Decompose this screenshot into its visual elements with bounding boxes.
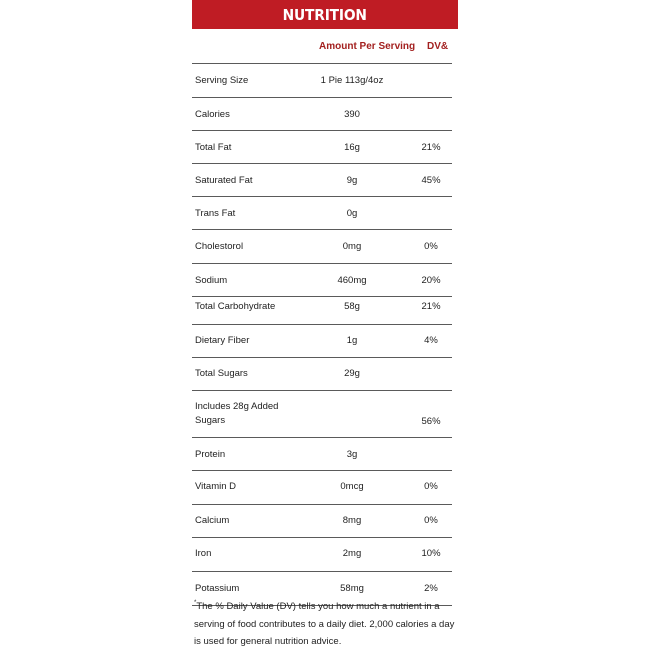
nutrient-name: Sodium	[195, 275, 228, 286]
nutrient-amount: 58mg	[340, 583, 364, 594]
table-row-added-sugars	[192, 390, 452, 437]
nutrient-daily-value: 20%	[421, 275, 441, 286]
nutrient-name: Protein	[195, 449, 226, 460]
nutrient-name: Iron	[195, 548, 212, 559]
nutrition-banner	[192, 0, 458, 29]
table-row-total-sugars	[192, 357, 452, 390]
footnote-marker: *	[194, 600, 197, 606]
nutrition-table	[192, 63, 452, 606]
nutrient-name: Total Sugars	[195, 368, 248, 379]
nutrient-daily-value: 45%	[421, 175, 441, 186]
nutrient-amount: 460mg	[337, 275, 367, 286]
nutrient-name: Dietary Fiber	[195, 335, 250, 346]
nutrient-name: Serving Size	[195, 75, 249, 86]
nutrient-name: Vitamin D	[195, 481, 237, 492]
daily-value-header: DV&	[427, 41, 449, 52]
nutrient-name: Calories	[195, 109, 230, 120]
nutrient-daily-value: 10%	[421, 548, 441, 559]
nutrient-name: Trans Fat	[195, 208, 236, 219]
nutrient-name: Calcium	[195, 515, 230, 526]
nutrient-daily-value: 21%	[421, 301, 441, 312]
amount-per-serving-header: Amount Per Serving	[319, 41, 416, 52]
nutrient-name: Potassium	[195, 583, 240, 594]
nutrient-amount: 8mg	[342, 515, 362, 526]
nutrient-amount: 1g	[346, 335, 358, 346]
table-row-protein	[192, 437, 452, 470]
nutrient-amount: 2mg	[342, 548, 362, 559]
nutrient-daily-value: 0%	[424, 481, 438, 492]
table-row-sodium	[192, 263, 452, 296]
table-row-trans-fat	[192, 196, 452, 229]
table-row-serving-size	[192, 63, 452, 97]
nutrient-daily-value: 2%	[424, 583, 438, 594]
table-row-calories	[192, 97, 452, 130]
nutrient-amount: 0mcg	[340, 481, 364, 492]
nutrient-amount: 0g	[346, 208, 358, 219]
nutrient-name: Cholestorol	[195, 241, 244, 252]
table-row-cholesterol	[192, 229, 452, 263]
nutrient-amount: 58g	[344, 301, 360, 312]
nutrient-name: Saturated Fat	[195, 175, 253, 186]
table-row-dietary-fiber	[192, 324, 452, 357]
nutrient-amount: 16g	[344, 142, 360, 153]
nutrient-name: Includes 28g Added Sugars	[195, 401, 279, 426]
nutrient-amount: 390	[344, 109, 360, 120]
table-row-total-fat	[192, 130, 452, 163]
daily-value-footnote	[194, 598, 456, 651]
table-row-iron	[192, 537, 452, 571]
nutrient-daily-value: 4%	[424, 335, 438, 346]
table-row-saturated-fat	[192, 163, 452, 196]
nutrient-daily-value: 56%	[421, 416, 441, 427]
banner-title: NUTRITION	[282, 5, 368, 24]
footnote-text: The % Daily Value (DV) tells you how much a nutrient in a serving of food contributes to a daily diet. 2,000 calories a day is used for general nutrition advice.	[194, 601, 455, 647]
nutrient-daily-value: 0%	[424, 515, 438, 526]
nutrient-amount: 1 Pie 113g/4oz	[320, 75, 384, 86]
nutrient-amount: 9g	[346, 175, 358, 186]
nutrient-name: Total Fat	[195, 142, 232, 153]
nutrient-daily-value: 21%	[421, 142, 441, 153]
table-row-calcium	[192, 504, 452, 537]
table-row-total-carbohydrate	[192, 296, 452, 324]
nutrient-amount: 29g	[344, 368, 360, 379]
nutrient-name: Total Carbohydrate	[195, 301, 276, 312]
nutrient-amount: 3g	[346, 449, 358, 460]
table-row-vitamin-d	[192, 470, 452, 504]
nutrient-amount: 0mg	[342, 241, 362, 252]
nutrient-daily-value: 0%	[424, 241, 438, 252]
